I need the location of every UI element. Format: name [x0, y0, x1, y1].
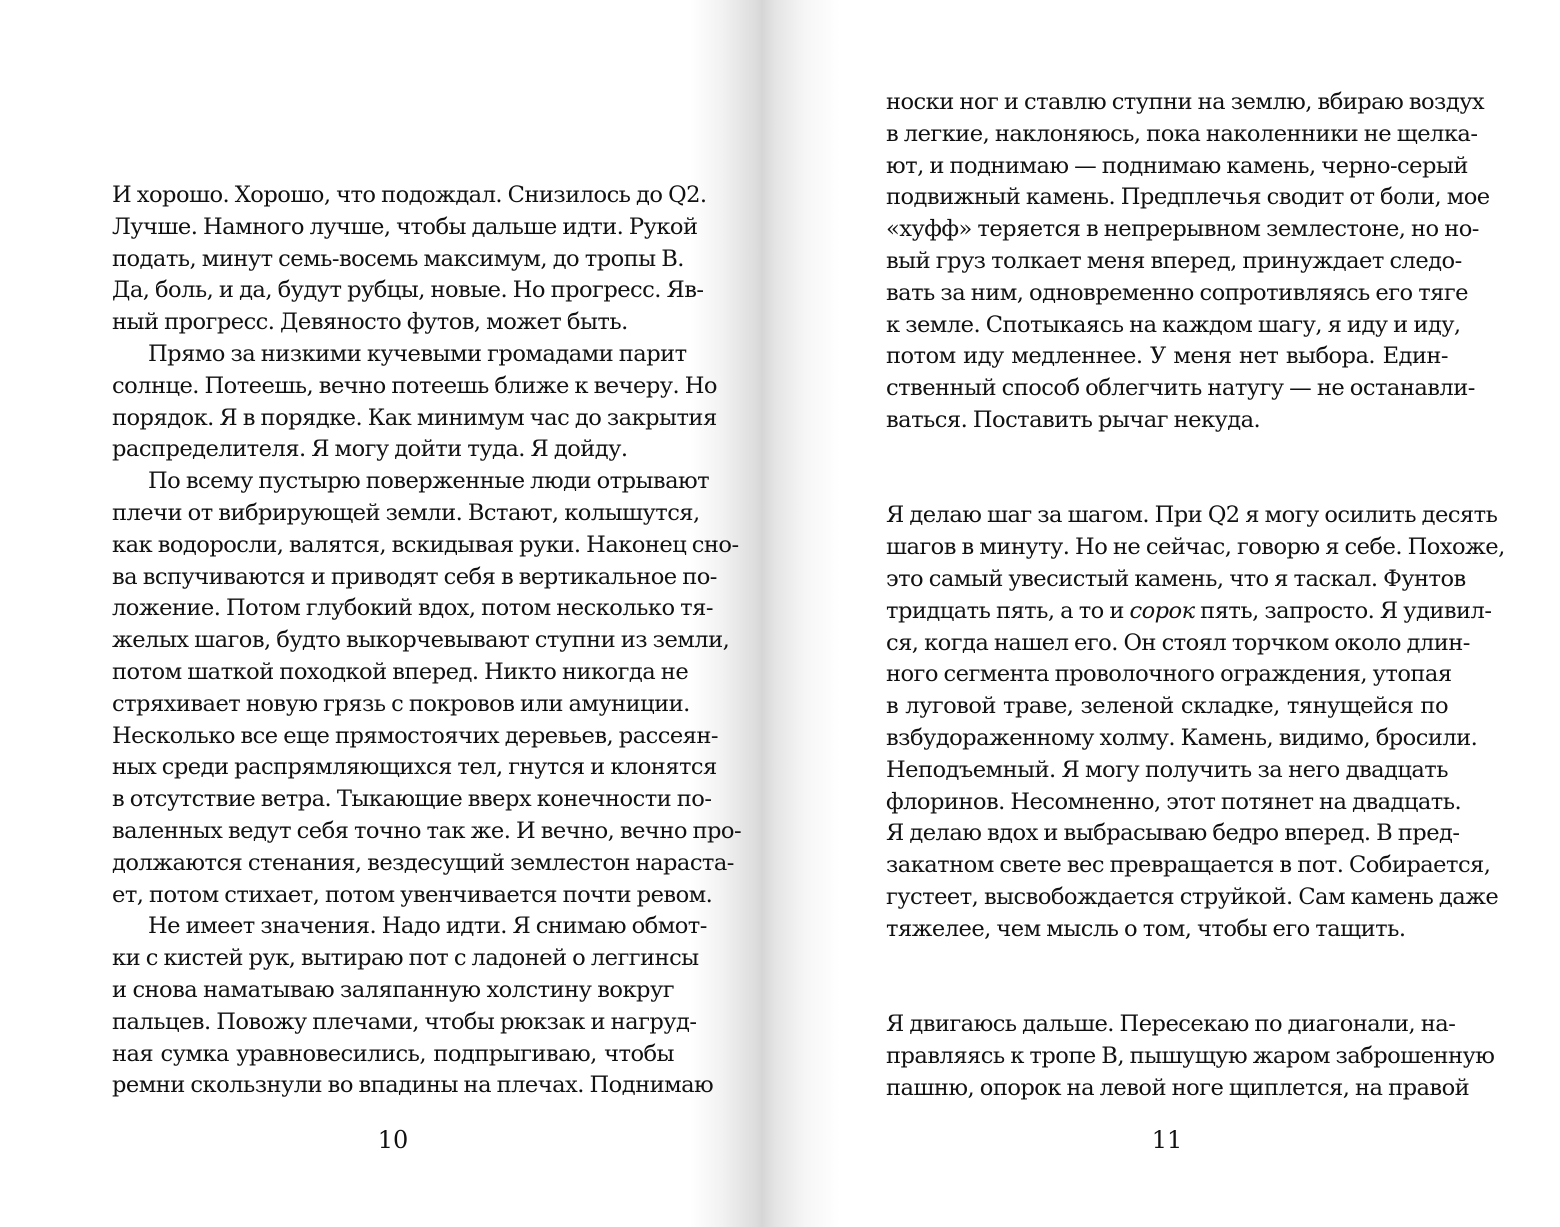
text-line: солнце. Потеешь, вечно потеешь ближе к вечеру. Но	[112, 372, 717, 399]
section-break	[886, 437, 1448, 501]
text-line: стряхивает новую грязь с покровов или амуниции.	[112, 690, 690, 717]
text-line: Не имеет значения. Надо идти. Я снимаю обмот-	[148, 913, 707, 940]
text-line: Несколько все еще прямостоячих деревьев, рассеян-	[112, 722, 718, 749]
text-line: носки ног и ставлю ступни на землю, вбираю воздух	[886, 89, 1485, 115]
text-line: пальцев. Повожу плечами, чтобы рюкзак и нагруд-	[112, 1008, 697, 1035]
text-line: ный прогресс. Девяносто футов, может быть.	[112, 309, 628, 336]
text-line: ки с кистей рук, вытираю пот с ладоней о леггинсы	[112, 945, 699, 972]
text-line: ная сумка уравновесились, подпрыгиваю, чтобы	[112, 1040, 674, 1067]
text-line: Я делаю вдох и выбрасываю бедро вперед. В пред-	[886, 820, 1460, 847]
text-line: валенных ведут себя точно так же. И вечно, вечно про-	[112, 817, 742, 844]
text-line: это самый увесистый камень, что я таскал. Фунтов	[886, 565, 1466, 592]
text-line: И хорошо. Хорошо, что подождал. Снизилось до Q2.	[112, 182, 707, 208]
left-page-text	[112, 180, 742, 1102]
text-line: Я делаю шаг за шагом. При Q2 я могу осилить десять	[886, 502, 1498, 529]
text-line: и снова наматываю заляпанную холстину вокруг	[112, 976, 674, 1003]
text-line: ся, когда нашел его. Он стоял торчком около длин-	[886, 629, 1470, 656]
text-line: ного сегмента проволочного ограждения, утопая	[886, 661, 1452, 688]
text-line: подвижный камень. Предплечья сводит от боли, мое	[886, 184, 1490, 211]
text-line: правляясь к тропе В, пышущую жаром заброшенную	[886, 1042, 1495, 1069]
text-line: пашню, опорок на левой ноге щиплется, на правой	[886, 1074, 1470, 1101]
text-line: ложение. Потом глубокий вдох, потом несколько тя-	[112, 595, 713, 622]
page-number: 10	[377, 1126, 409, 1154]
text-line: плечи от вибрирующей земли. Встают, колышутся,	[112, 499, 700, 526]
page-number: 11	[1151, 1126, 1183, 1154]
text-line: распределителя. Я могу дойти туда. Я дойду.	[112, 436, 628, 463]
text-line: Прямо за низкими кучевыми громадами парит	[148, 340, 687, 367]
text-line: Я двигаюсь дальше. Пересекаю по диагонали, на-	[886, 1011, 1456, 1038]
text-line: Неподъемный. Я могу получить за него двадцать	[886, 756, 1448, 783]
text-line: тяжелее, чем мысль о том, чтобы его тащить.	[886, 915, 1406, 942]
italic-word: сорок	[1129, 597, 1195, 624]
text-line: желых шагов, будто выкорчевывают ступни из земли,	[112, 627, 730, 654]
text-line: должаются стенания, вездесущий землестон нараста-	[112, 849, 734, 876]
right-page	[780, 0, 1560, 1227]
text-line: вать за ним, одновременно сопротивляясь его тяге	[886, 279, 1468, 306]
text-line: взбудораженному холму. Камень, видимо, бросили.	[886, 724, 1478, 751]
text-line: ных среди распрямляющихся тел, гнутся и клонятся	[112, 754, 717, 781]
text-line: в отсутствие ветра. Тыкающие вверх конечности по-	[112, 786, 712, 813]
right-page-text	[886, 87, 1505, 1105]
text-line: потом иду медленнее. У меня нет выбора. Един-	[886, 343, 1448, 370]
text-line: густеет, высвобождается струйкой. Сам камень даже	[886, 883, 1499, 910]
text-line: По всему пустырю поверженные люди отрывают	[148, 468, 710, 495]
text-line: шагов в минуту. Но не сейчас, говорю я себе. Похоже,	[886, 534, 1505, 561]
text-line: Лучше. Намного лучше, чтобы дальше идти. Рукой	[112, 213, 698, 240]
text-fragment: тридцать пять, а то и	[886, 597, 1130, 624]
text-line: ва вспучиваются и приводят себя в вертикальное по-	[112, 563, 717, 590]
text-line: закатном свете вес превращается в пот. Собирается,	[886, 852, 1491, 879]
text-line: как водоросли, валятся, вскидывая руки. Наконец сно-	[112, 531, 739, 558]
text-fragment: пять, запросто. Я удивил-	[1194, 597, 1492, 624]
text-line: ремни скользнули во впадины на плечах. Поднимаю	[112, 1072, 714, 1099]
text-line: потом шаткой походкой вперед. Никто никогда не	[112, 658, 689, 685]
text-line: в легкие, наклоняюсь, пока наколенники не щелка-	[886, 120, 1478, 147]
text-line: ственный способ облегчить натугу — не останавли-	[886, 375, 1475, 402]
text-line: «хуфф» теряется в непрерывном землестоне, но но-	[886, 216, 1479, 243]
text-line: к земле. Спотыкаясь на каждом шагу, я иду и иду,	[886, 311, 1461, 338]
text-line: флоринов. Несомненно, этот потянет на двадцать.	[886, 788, 1462, 815]
text-line: порядок. Я в порядке. Как минимум час до закрытия	[112, 404, 717, 431]
text-line: в луговой траве, зеленой складке, тянущейся по	[886, 693, 1448, 720]
text-line-with-italic	[886, 596, 1492, 628]
text-line: подать, минут семь-восемь максимум, до тропы В.	[112, 245, 684, 272]
text-line: вый груз толкает меня вперед, принуждает следо-	[886, 247, 1462, 274]
text-line: ют, и поднимаю — поднимаю камень, черно-серый	[886, 152, 1468, 179]
text-line: ваться. Поставить рычаг некуда.	[886, 406, 1261, 433]
section-break	[886, 946, 1448, 1010]
text-line: Да, боль, и да, будут рубцы, новые. Но прогресс. Яв-	[112, 277, 704, 304]
text-line: ет, потом стихает, потом увенчивается почти ревом.	[112, 881, 713, 908]
